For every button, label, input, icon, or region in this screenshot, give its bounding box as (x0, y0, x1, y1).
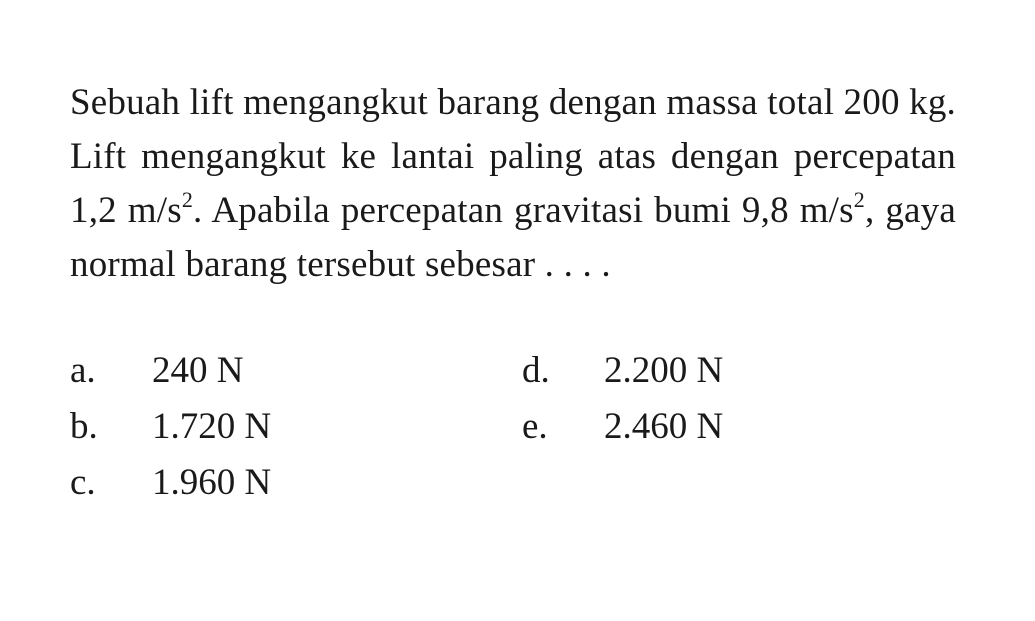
option-b-value: 1.720 N (152, 406, 272, 447)
option-c[interactable] (70, 456, 271, 510)
option-d[interactable] (522, 344, 723, 398)
option-d-value: 2.200 N (604, 350, 724, 391)
option-b[interactable] (70, 400, 271, 454)
option-a-value: 240 N (152, 350, 244, 391)
superscript-squared-1: 2 (181, 187, 194, 212)
option-e[interactable] (522, 400, 723, 454)
question-part-3: , gaya normal barang tersebut sebesar . . . . (70, 190, 956, 285)
option-b-letter: b. (70, 406, 98, 447)
question-part-2: . Apabila percepatan gravitasi bumi 9,8 m/s (193, 190, 854, 231)
question-text (70, 76, 956, 292)
question-part-1: Sebuah lift mengangkut barang dengan massa total 200 kg. Lift mengangkut ke lantai paling atas dengan percepatan 1,2 m/s (70, 82, 956, 231)
option-a[interactable] (70, 344, 243, 398)
superscript-squared-2: 2 (853, 187, 865, 212)
option-c-value: 1.960 N (152, 462, 272, 503)
option-c-letter: c. (70, 462, 96, 503)
option-a-letter: a. (70, 350, 96, 391)
option-e-letter: e. (522, 406, 548, 447)
option-e-value: 2.460 N (604, 406, 724, 447)
option-d-letter: d. (522, 350, 550, 391)
